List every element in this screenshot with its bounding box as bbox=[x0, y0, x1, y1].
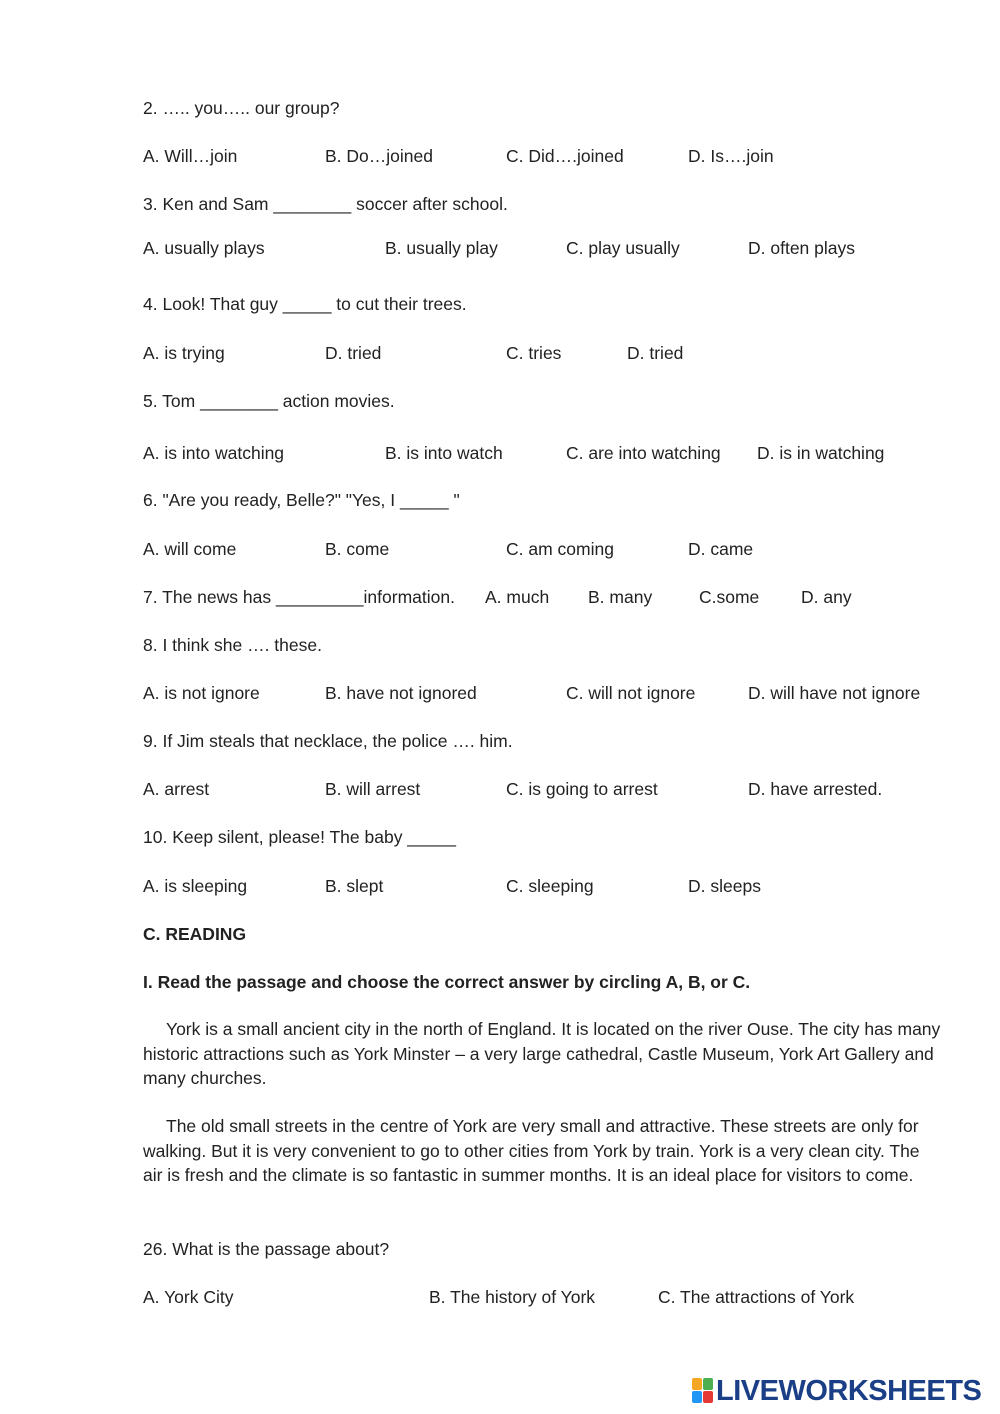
question-8-stem: 8. I think she …. these. bbox=[143, 635, 322, 655]
question-2-option-d[interactable]: D. Is….join bbox=[688, 146, 774, 166]
question-7-option-d[interactable]: D. any bbox=[801, 587, 852, 607]
logo-square-4 bbox=[703, 1391, 713, 1403]
reading-paragraph-2: The old small streets in the centre of York are very small and attractive. These streets are only for walking. But it is very convenient to go to other cities from York by train. York is a very clean city. The air is fresh and the climate is so fantastic in summer months. It is an ideal place for visitors to come. bbox=[143, 1116, 920, 1185]
reading-section-title: C. READING bbox=[143, 924, 247, 944]
question-9-option-c[interactable]: C. is going to arrest bbox=[506, 779, 658, 799]
logo-square-1 bbox=[692, 1378, 702, 1390]
question-5-option-b[interactable]: B. is into watch bbox=[385, 443, 503, 463]
question-7-option-b[interactable]: B. many bbox=[588, 587, 653, 607]
question-4-option-d[interactable]: D. tried bbox=[627, 343, 684, 363]
question-6-option-c[interactable]: C. am coming bbox=[506, 539, 614, 559]
question-2-option-c[interactable]: C. Did….joined bbox=[506, 146, 624, 166]
question-10-option-b[interactable]: B. slept bbox=[325, 876, 384, 896]
question-3-option-a[interactable]: A. usually plays bbox=[143, 238, 265, 258]
question-8-option-a[interactable]: A. is not ignore bbox=[143, 683, 260, 703]
question-8-option-b[interactable]: B. have not ignored bbox=[325, 683, 477, 703]
question-4-option-c[interactable]: C. tries bbox=[506, 343, 562, 363]
question-2-stem: 2. ….. you….. our group? bbox=[143, 98, 340, 118]
question-10-option-a[interactable]: A. is sleeping bbox=[143, 876, 248, 896]
question-26-option-a[interactable]: A. York City bbox=[143, 1287, 234, 1307]
liveworksheets-logo bbox=[692, 1374, 981, 1408]
question-5-option-a[interactable]: A. is into watching bbox=[143, 443, 285, 463]
question-5-stem: 5. Tom ________ action movies. bbox=[143, 391, 395, 411]
question-26-option-b[interactable]: B. The history of York bbox=[429, 1287, 596, 1307]
logo-square-3 bbox=[692, 1391, 702, 1403]
question-9-option-d[interactable]: D. have arrested. bbox=[748, 779, 883, 799]
question-10-option-d[interactable]: D. sleeps bbox=[688, 876, 761, 896]
question-26-stem: 26. What is the passage about? bbox=[143, 1239, 390, 1259]
question-4-option-b[interactable]: D. tried bbox=[325, 343, 382, 363]
reading-instruction: I. Read the passage and choose the correct answer by circling A, B, or C. bbox=[143, 972, 751, 992]
question-6-option-a[interactable]: A. will come bbox=[143, 539, 237, 559]
question-6-option-d[interactable]: D. came bbox=[688, 539, 754, 559]
question-9-option-b[interactable]: B. will arrest bbox=[325, 779, 421, 799]
question-3-stem: 3. Ken and Sam ________ soccer after school. bbox=[143, 194, 508, 214]
question-7-option-c[interactable]: C.some bbox=[699, 587, 760, 607]
question-7-stem: 7. The news has _________information. bbox=[143, 587, 455, 607]
reading-paragraph-1: York is a small ancient city in the north of England. It is located on the river Ouse. The city has many historic attractions such as York Minster – a very large cathedral, Castle Museum, York Art Gallery and many churches. bbox=[143, 1019, 941, 1088]
liveworksheets-logo-icon bbox=[692, 1378, 714, 1404]
question-26-option-c[interactable]: C. The attractions of York bbox=[658, 1287, 855, 1307]
question-9-option-a[interactable]: A. arrest bbox=[143, 779, 210, 799]
question-6-stem: 6. "Are you ready, Belle?" "Yes, I _____ " bbox=[143, 490, 460, 510]
question-7-option-a[interactable]: A. much bbox=[485, 587, 550, 607]
question-4-stem: 4. Look! That guy _____ to cut their trees. bbox=[143, 294, 467, 314]
question-2-option-b[interactable]: B. Do…joined bbox=[325, 146, 433, 166]
question-8-option-d[interactable]: D. will have not ignore bbox=[748, 683, 921, 703]
question-6-option-b[interactable]: B. come bbox=[325, 539, 390, 559]
question-10-stem: 10. Keep silent, please! The baby _____ bbox=[143, 827, 456, 847]
question-10-option-c[interactable]: C. sleeping bbox=[506, 876, 594, 896]
question-8-option-c[interactable]: C. will not ignore bbox=[566, 683, 696, 703]
logo-square-2 bbox=[703, 1378, 713, 1390]
question-5-option-d[interactable]: D. is in watching bbox=[757, 443, 885, 463]
question-3-option-d[interactable]: D. often plays bbox=[748, 238, 855, 258]
question-5-option-c[interactable]: C. are into watching bbox=[566, 443, 721, 463]
question-3-option-c[interactable]: C. play usually bbox=[566, 238, 680, 258]
liveworksheets-logo-text: LIVEWORKSHEETS bbox=[716, 1374, 982, 1407]
question-9-stem: 9. If Jim steals that necklace, the police …. him. bbox=[143, 731, 513, 751]
question-4-option-a[interactable]: A. is trying bbox=[143, 343, 225, 363]
question-3-option-b[interactable]: B. usually play bbox=[385, 238, 498, 258]
question-2-option-a[interactable]: A. Will…join bbox=[143, 146, 238, 166]
